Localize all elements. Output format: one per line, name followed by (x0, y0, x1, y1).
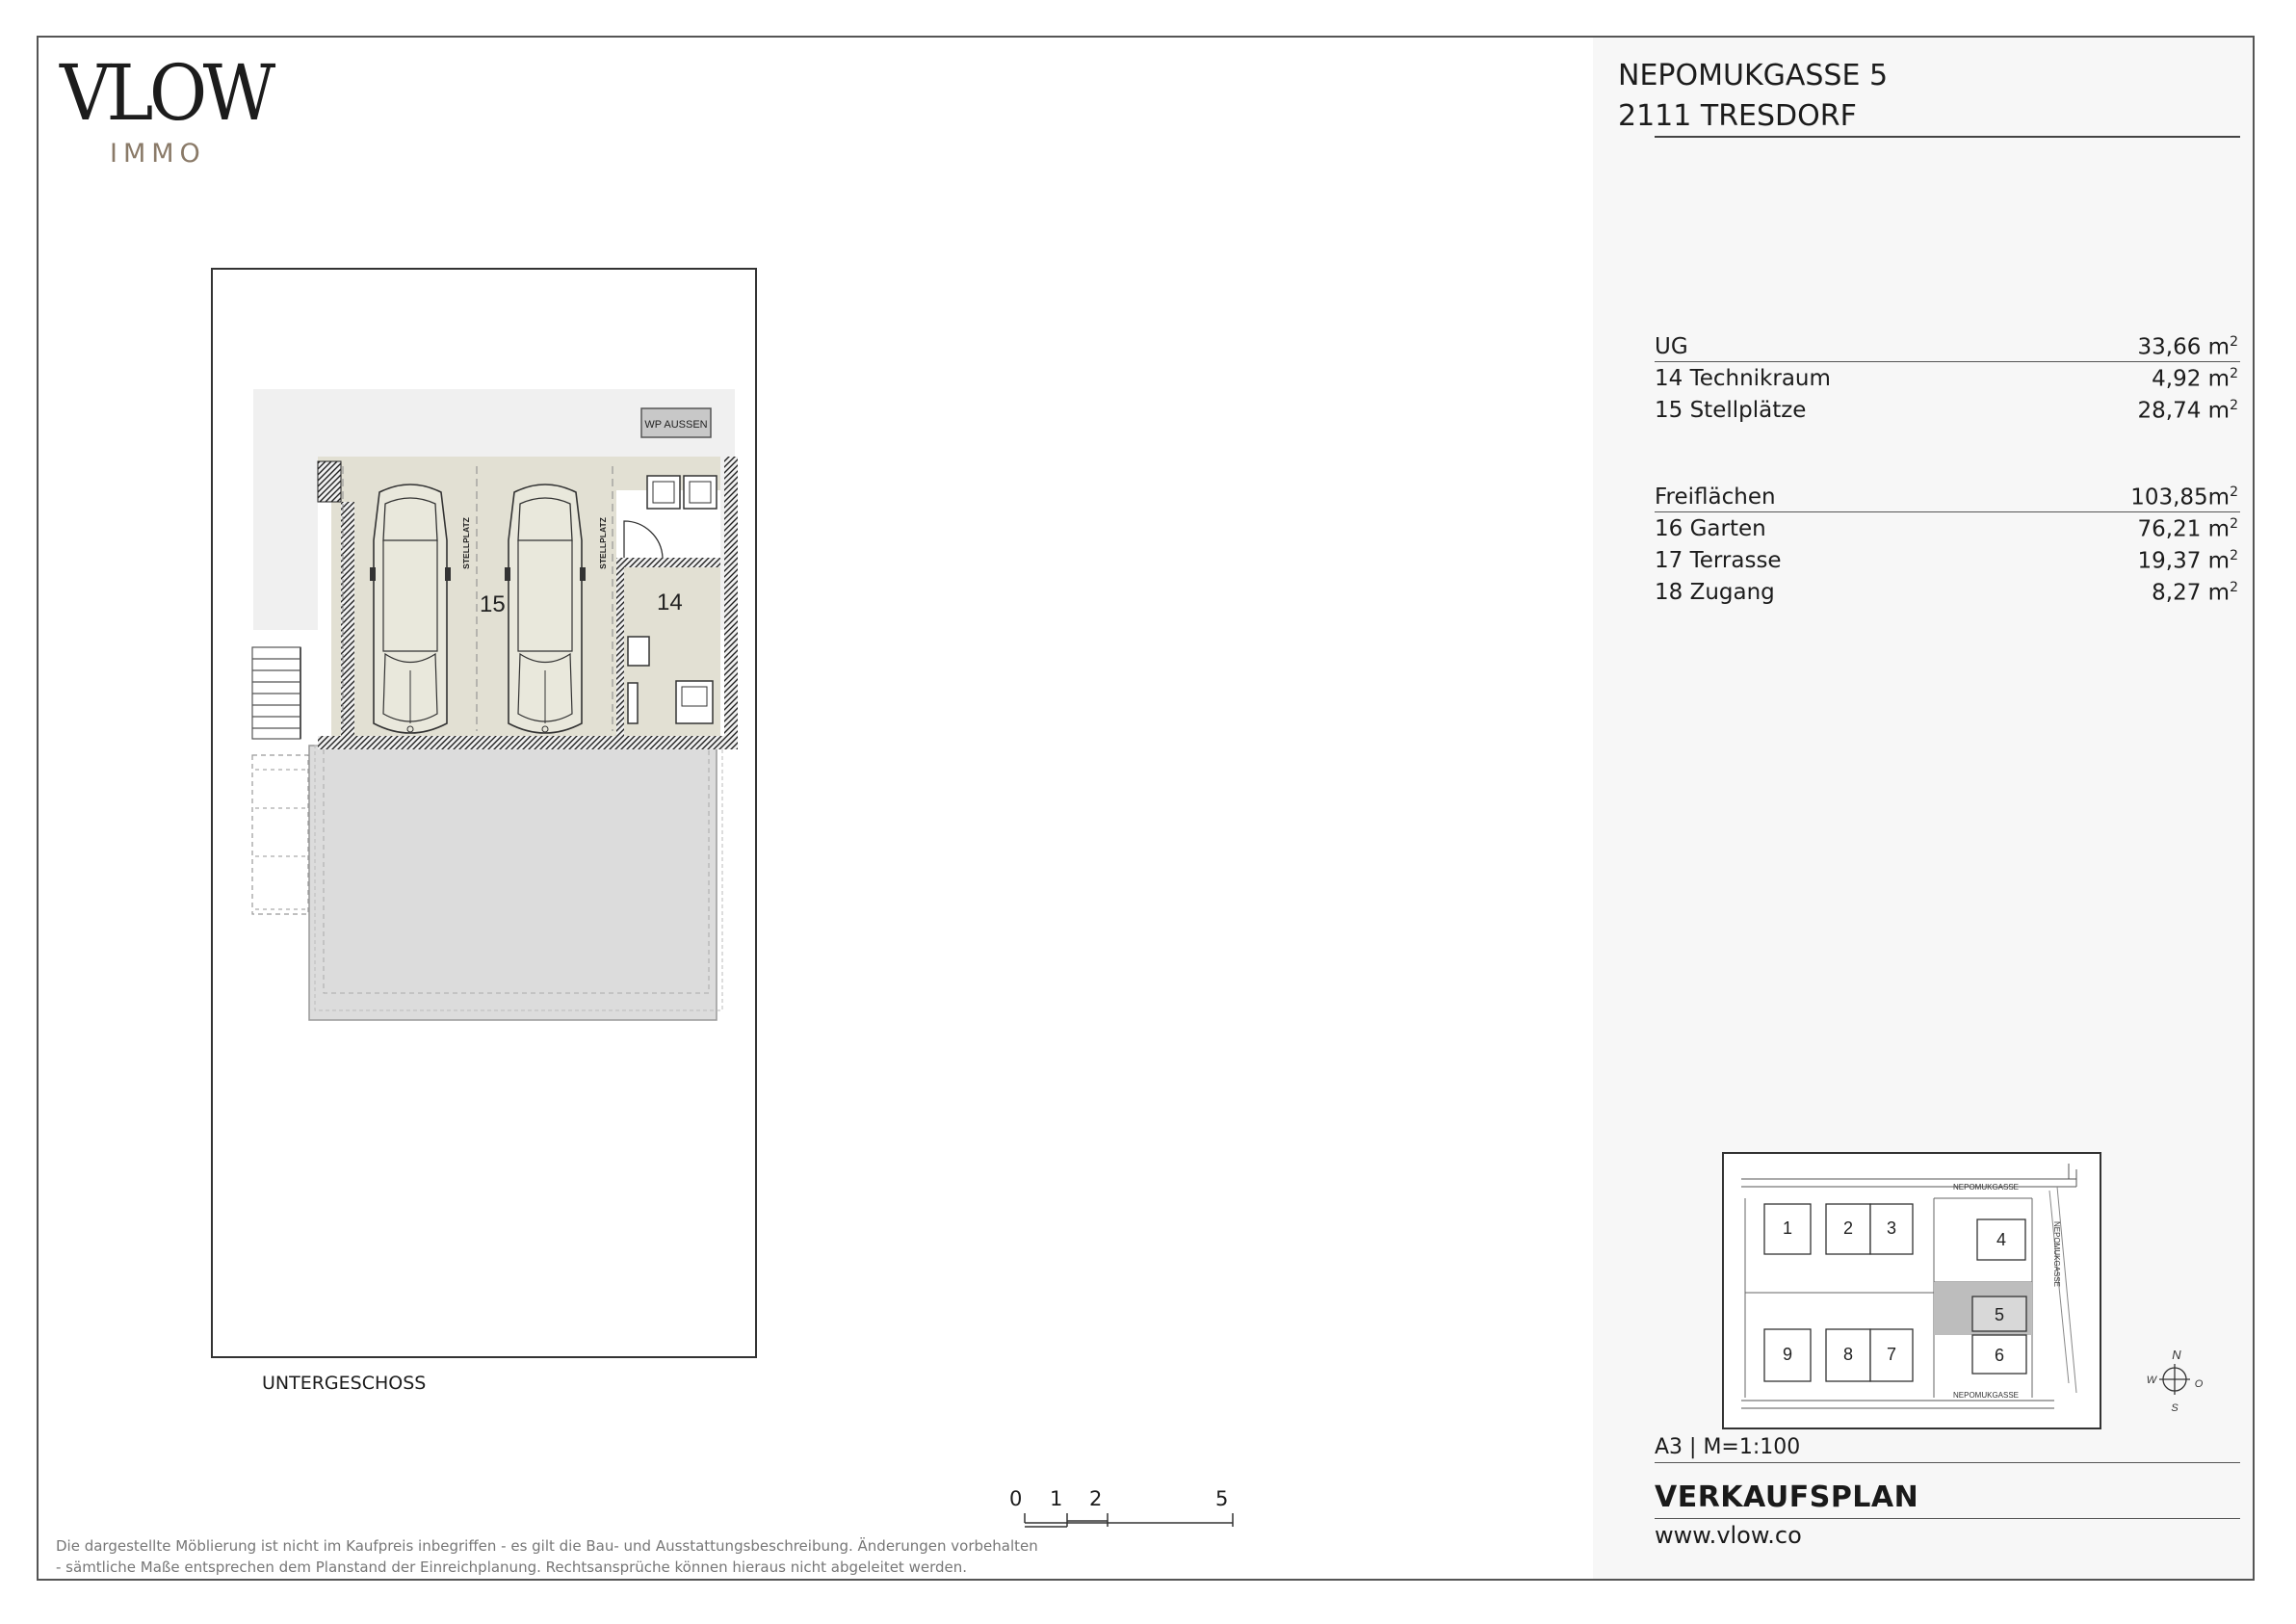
floor-plan (39, 38, 1098, 1579)
parking-label-2: STELLPLATZ (598, 517, 608, 569)
area-stellplaetze: 15 Stellplätze 28,74 $m^2$ (1655, 398, 2238, 424)
scale-tick-5: 5 (1215, 1487, 1229, 1510)
address-divider (1655, 136, 2240, 138)
site-unit-7: 7 (1886, 1345, 1897, 1364)
car-left-icon (370, 485, 451, 733)
site-unit-6: 6 (1994, 1346, 2005, 1365)
doc-type-title: VERKAUFSPLAN (1655, 1480, 1919, 1514)
address-line-2: 2111 TRESDORF (1618, 99, 1857, 133)
svg-text:W: W (2146, 1375, 2157, 1386)
room-14-label: 14 (657, 589, 683, 616)
disclaimer-line-1: Die dargestellte Möblierung ist nicht im Kaufpreis inbegriffen - es gilt die Bau- und Ausstattungsbeschreibung. Änderungen vorbehalten (56, 1537, 1038, 1555)
brand-logo-sub: IMMO (110, 139, 206, 169)
compass-icon (2138, 1341, 2211, 1418)
svg-text:S: S (2171, 1402, 2179, 1414)
address-line-1: NEPOMUKGASSE 5 (1618, 59, 1889, 92)
area-zugang: 18 Zugang 8,27 $m^2$ (1655, 580, 2238, 606)
site-street-bottom: NEPOMUKGASSE (1953, 1391, 2020, 1400)
parking-label-1: STELLPLATZ (461, 517, 471, 569)
site-unit-3: 3 (1886, 1218, 1897, 1238)
room-15-label: 15 (480, 591, 506, 617)
site-unit-9: 9 (1782, 1345, 1793, 1364)
site-unit-2: 2 (1842, 1218, 1854, 1238)
disclaimer (56, 1535, 1038, 1578)
site-unit-8: 8 (1842, 1345, 1854, 1364)
area-technikraum: 14 Technikraum 4,92 $m^2$ (1655, 366, 2238, 392)
area-terrasse: 17 Terrasse 19,37 $m^2$ (1655, 548, 2238, 574)
garden-area (309, 746, 717, 1020)
scale-tick-2: 2 (1089, 1487, 1103, 1510)
floor-label: UNTERGESCHOSS (262, 1373, 427, 1394)
area-ug-total: UG 33,66 $m^2$ (1655, 334, 2238, 360)
site-unit-5: 5 (1994, 1305, 2005, 1324)
staircase (252, 647, 308, 914)
website-link[interactable]: www.vlow.co (1655, 1522, 1802, 1549)
site-unit-1: 1 (1782, 1218, 1793, 1238)
area-garten: 16 Garten 76,21 $m^2$ (1655, 516, 2238, 542)
brand-logo: VLOW (60, 48, 272, 138)
format-scale: A3 | M=1:100 (1655, 1435, 1801, 1459)
area-frei-total: Freiflächen $103,85m^2$ (1655, 485, 2238, 511)
car-right-icon (505, 485, 586, 733)
site-plan (1722, 1152, 2103, 1431)
site-street-top: NEPOMUKGASSE (1953, 1183, 2020, 1192)
disclaimer-line-2: - sämtliche Maße entsprechen dem Planstand der Einreichplanung. Rechtsansprüche können hieraus nicht abgeleitet werden. (56, 1559, 968, 1576)
scale-tick-1: 1 (1050, 1487, 1063, 1510)
site-street-side: NEPOMUKGASSE (2052, 1221, 2061, 1288)
svg-text:N: N (2172, 1348, 2181, 1362)
scale-tick-0: 0 (1009, 1487, 1023, 1510)
site-unit-4: 4 (1996, 1230, 2007, 1249)
heat-pump-label: WP AUSSEN (644, 419, 708, 431)
svg-text:O: O (2194, 1378, 2204, 1390)
